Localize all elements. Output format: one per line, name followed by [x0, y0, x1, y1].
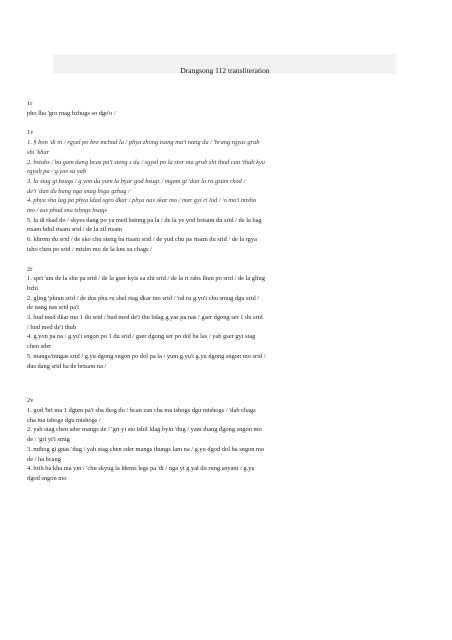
transliteration-line: tsho chen po srid / mtsho mo de la kns su chags / — [27, 245, 152, 253]
transliteration-line: pho lha 'gro rnag bzhugs so dge'o / — [27, 109, 116, 117]
folio-section-2v — [27, 396, 419, 483]
transliteration-body — [27, 99, 419, 494]
transliteration-line: 3. bud med dkar mo 1 du srid / bud med de'i thu bdag g.yas pa nas / gser dgong ser 1 du srid — [27, 314, 263, 322]
transliteration-line: 4. phya sha lag pa phya ldad sgro dkar / phya nas skar mo / mar gyi ri lod / 'o ma'i mtsho — [27, 197, 257, 205]
transliteration-line: 5. la di rkad do / skyes dang po ya med bstong pa la / de la ye yod brtsam du srid / de la bag — [27, 216, 262, 224]
transliteration-line: rtsam bdul rtsam srid / de la zil rtsam — [27, 226, 123, 234]
transliteration-line: mo / zas phud sna tshogs bsags — [27, 207, 107, 215]
folio-marker: 1v — [27, 129, 34, 137]
transliteration-line: 4. g.yon pa na / g.yu'i sngon po 1 du srid / gser dgong ser po dol ba las / yab gser gyi stag — [27, 333, 256, 341]
transliteration-line: dgod sngon mo — [27, 474, 67, 482]
transliteration-line: 1. spri 'am de la sbu pa srid / de la gser kyis sa zhi srid / de la ri rabs lhun po srid / de la gling — [27, 275, 265, 283]
transliteration-line: de / ha bcang — [27, 455, 61, 463]
transliteration-line: bzhi — [27, 284, 39, 292]
folio-section-1r — [27, 99, 419, 118]
transliteration-line: 2. yab stag chen sder mangs de / 'gri yi sto tshil ldag byin 'dug / yam thang dgong sngon mo — [27, 426, 262, 434]
transliteration-line: rgyab pa / g.yas su yab — [27, 168, 87, 176]
title-bar — [53, 54, 397, 74]
page-title: Drangsong 112 transliteration — [180, 66, 270, 75]
folio-marker: 1r — [27, 100, 33, 107]
transliteration-line: dus dang srid ba de brtsam na / — [27, 362, 107, 370]
transliteration-line: shi 'khar — [27, 148, 50, 156]
transliteration-line: 4. brib ba kha ma yin / 'chu skyug la ldems legs pa 'di / nga yi g.yal du rung snyam / g.yu — [27, 465, 255, 473]
folio-section-2r — [27, 265, 419, 372]
transliteration-line: de'i 'dun du bang nga snag bsgu gzhag / — [27, 187, 130, 195]
transliteration-line: chen sder — [27, 343, 52, 351]
folio-marker: 2r — [27, 265, 33, 273]
transliteration-line: 6. khrom du srid / de sko chu steng ba rtsam srid / de yud chu pa rtsam du srid / de la rgya — [27, 236, 257, 244]
folio-marker: 2v — [27, 397, 34, 405]
folio-section-1v — [27, 128, 419, 254]
transliteration-line: 1. § bon 'di ni / rgyal po bro mchod la / phya zhong tsang ma'i nang du / 'brang rgyas grub — [27, 139, 260, 147]
transliteration-line: / bud med de'i thub — [27, 323, 77, 331]
transliteration-line: 5. mangs/mngas srid / g.yu dgong sngon po dol pa la / yum g.yu'i g.yu dgong sngon mo srid / — [27, 352, 266, 360]
transliteration-line: 1. god 'bri ma 1 dgum pa'i sha thog du / bcan zan cha ma tshogs dgu mtshogs / 'dab chags — [27, 406, 256, 414]
transliteration-line: cha ma tshogs dgu mtshogs / — [27, 416, 101, 424]
transliteration-line: 2. gling 'phran srid / de dus phu ru shel rtag dkar mo srid / 'od ru g.yu'i chu smug dgu srid / — [27, 294, 260, 302]
transliteration-line: de nang nas srid pa'i — [27, 304, 79, 312]
transliteration-line: 3. la stag gi bzugs / g.yon du yum la byar god bzugs / mgam gi 'dun la ra gsum rkod / — [27, 177, 246, 185]
transliteration-line: de / 'gri yi'i smig — [27, 436, 70, 444]
transliteration-line: 3. mthog gi gnas 'dug / yab stag chen sder mangs thungs lam na / g.yu dgod dol ba sngon mo — [27, 445, 265, 453]
transliteration-line: 2. bstabs / ba gam dang bcas pa'i steng s du / sgyal po la stor ma grub shi thod can 'thab kyu — [27, 158, 265, 166]
